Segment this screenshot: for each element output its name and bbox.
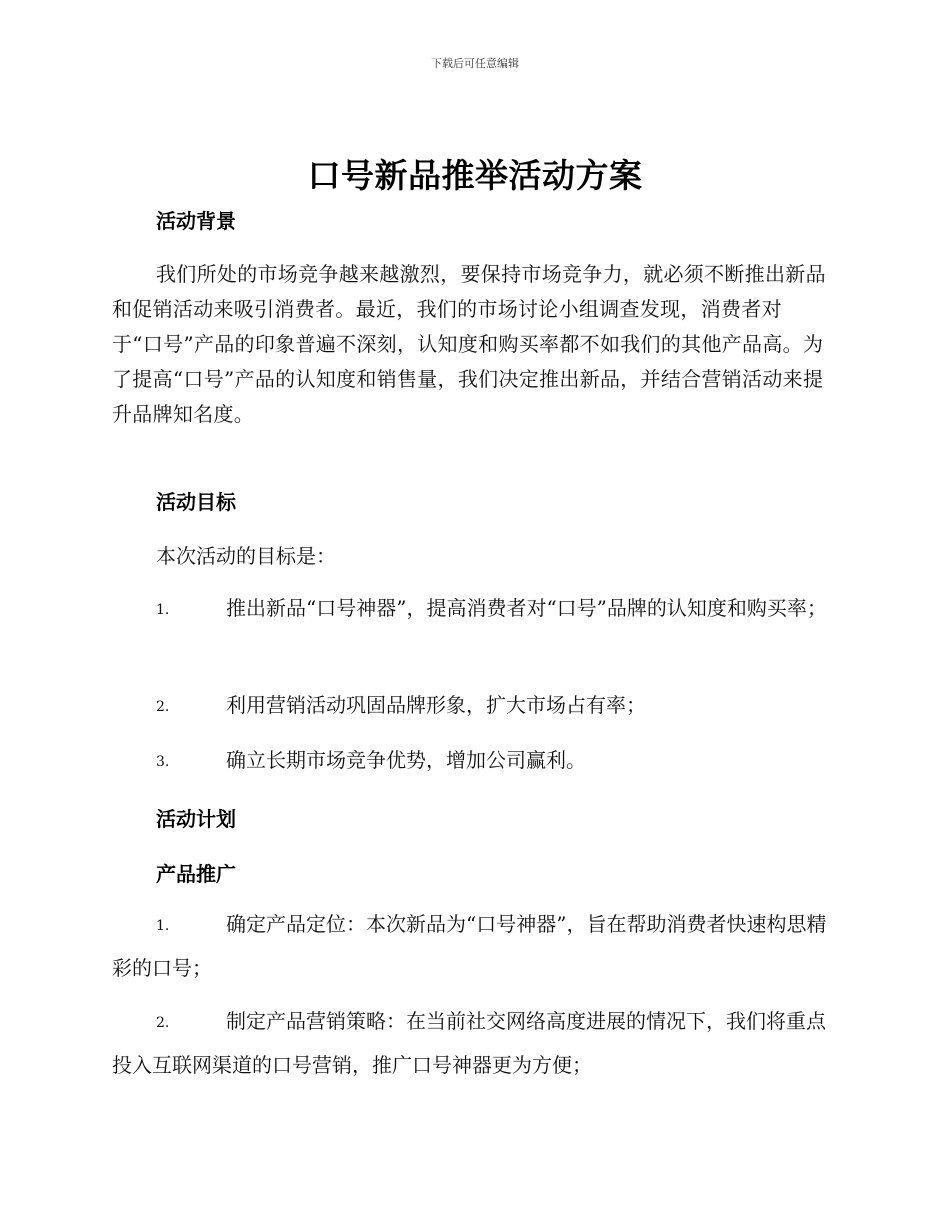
goals-list-item <box>112 739 832 783</box>
list-item-text: 制定产品营销策略：在当前社交网络高度进展的情况下，我们将重点投入互联网渠道的口号营销，推广口号神器更为方便； <box>112 1009 826 1077</box>
goals-intro: 本次活动的目标是： <box>156 544 336 568</box>
header-note: 下载后可任意编辑 <box>431 57 519 70</box>
list-item-text: 利用营销活动巩固品牌形象，扩大市场占有率； <box>226 693 646 717</box>
list-number: 2. <box>156 1015 170 1031</box>
document-title: 口号新品推举活动方案 <box>307 156 643 195</box>
background-paragraph-text: 我们所处的市场竞争越来越激烈，要保持市场竞争力，就必须不断推出新品和促销活动来吸引消费者。最近，我们的市场讨论小组调查发现，消费者对于“口号”产品的印象普遍不深刻，认知度和购买率都不如我们的其他产品高。为了提高“口号”产品的认知度和销售量，我们决定推出新品，并结合营销活动来提升品牌知名度。 <box>112 262 826 426</box>
plan-list-item <box>112 903 832 989</box>
list-number: 1. <box>156 602 170 618</box>
background-paragraph <box>112 257 832 432</box>
list-item-text: 确定产品定位：本次新品为“口号神器”，旨在帮助消费者快速构思精彩的口号； <box>112 912 827 980</box>
subsection-heading-promotion: 产品推广 <box>156 862 236 886</box>
list-number: 3. <box>156 754 170 770</box>
list-item-text: 确立长期市场竞争优势，增加公司赢利。 <box>226 748 586 772</box>
plan-list-item <box>112 1000 832 1086</box>
section-heading-goals: 活动目标 <box>156 490 236 514</box>
list-number: 1. <box>156 918 170 934</box>
section-heading-plan: 活动计划 <box>156 807 236 831</box>
section-heading-background: 活动背景 <box>156 209 236 233</box>
goals-list-item <box>112 587 832 631</box>
goals-list-item <box>112 684 832 728</box>
list-number: 2. <box>156 699 170 715</box>
list-item-text: 推出新品“口号神器”，提高消费者对“口号”品牌的认知度和购买率； <box>226 596 827 620</box>
